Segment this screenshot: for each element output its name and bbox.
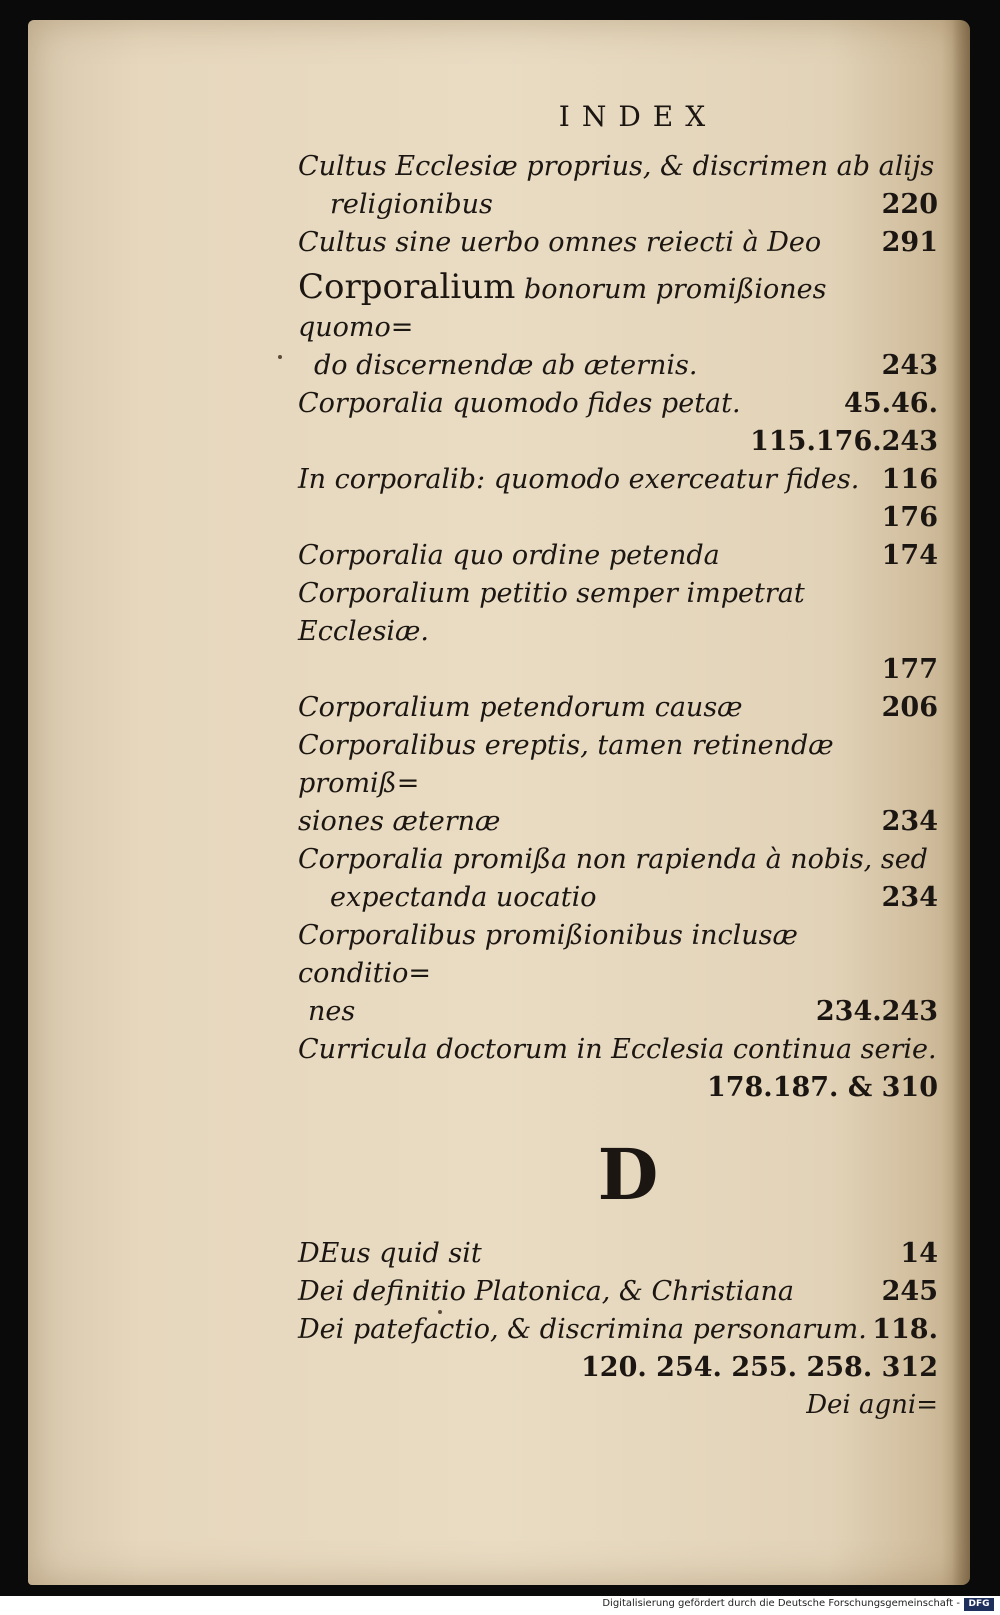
- entry-pages: 234: [881, 806, 938, 837]
- entry-pages-cont: 177: [881, 654, 938, 685]
- entry-pages-cont: 178.187. & 310: [706, 1072, 938, 1103]
- section-letter: D: [597, 1133, 659, 1216]
- footer-credit: Digitalisierung gefördert durch die Deutsche Forschungsgemeinschaft -: [602, 1598, 960, 1609]
- entry-text-cont: expectanda uocatio: [330, 882, 597, 913]
- entry-text: Cultus sine uerbo omnes reiecti à Deo: [298, 227, 822, 258]
- catchword: Dei agni=: [806, 1390, 938, 1420]
- entry-text: Curricula doctorum in Ecclesia continua serie.: [298, 1034, 937, 1065]
- entry-pages: 220: [881, 189, 938, 220]
- entry-text: Corporalia promißa non rapienda à nobis, sed: [298, 844, 928, 875]
- index-entry: [298, 268, 938, 385]
- entry-text: Cultus Ecclesiæ proprius, & discrimen ab alijs: [298, 151, 935, 182]
- entry-pages: 243: [881, 350, 938, 381]
- entry-text: DEus quid sit: [298, 1238, 482, 1269]
- page-edge-shadow: [952, 20, 970, 1585]
- entry-pages: 116: [881, 464, 938, 495]
- index-entry: [298, 1273, 938, 1311]
- index-entry: [298, 917, 938, 1031]
- index-entry: [298, 841, 938, 917]
- index-entry: [298, 575, 938, 689]
- dfg-logo: DFG: [964, 1598, 994, 1611]
- entry-text: bonorum promißiones quomo=: [298, 274, 827, 343]
- entry-pages: 118.: [872, 1314, 938, 1345]
- entry-text: Corporalium petendorum causæ: [298, 692, 743, 723]
- entry-pages: 234: [881, 882, 938, 913]
- index-entry: [298, 1311, 938, 1387]
- book-page: [28, 20, 970, 1585]
- entry-text-cont: siones æternæ: [298, 806, 501, 837]
- entry-pages: 174: [881, 540, 938, 571]
- entry-lead-word: Corporalium: [298, 267, 516, 307]
- page-header: INDEX: [558, 100, 718, 133]
- index-entry: [298, 461, 938, 537]
- index-entry: [298, 1235, 938, 1273]
- entry-text: Dei definitio Platonica, & Christiana: [298, 1276, 795, 1307]
- entry-text: Corporalibus promißionibus inclusæ conditio=: [298, 920, 798, 989]
- entry-text-cont: nes: [308, 996, 356, 1027]
- entry-text: Corporalibus ereptis, tamen retinendæ promiß=: [298, 730, 834, 799]
- index-entry: [298, 689, 938, 727]
- index-content: [298, 100, 938, 1423]
- index-entry: [298, 537, 938, 575]
- entry-text: Corporalia quomodo fides petat.: [298, 388, 741, 419]
- entry-text: In corporalib: quomodo exerceatur fides.: [298, 464, 860, 495]
- entry-pages: 245: [881, 1276, 938, 1307]
- index-entry: [298, 727, 938, 841]
- entry-text: Corporalium petitio semper impetrat Ecclesiæ.: [298, 578, 805, 647]
- entry-text-cont: do discernendæ ab æternis.: [314, 350, 698, 381]
- index-entry: [298, 385, 938, 461]
- entry-text-cont: religionibus: [330, 189, 493, 220]
- entry-text: Dei patefactio, & discrimina personarum.: [298, 1314, 867, 1345]
- entry-pages: 45.46.: [844, 388, 938, 419]
- index-entry: [298, 1031, 938, 1107]
- entry-pages-cont: 115.176.243: [750, 426, 938, 457]
- entry-pages: 291: [881, 227, 938, 258]
- entry-pages-cont: 176: [881, 502, 938, 533]
- entry-text: Corporalia quo ordine petenda: [298, 540, 720, 571]
- entry-pages: 206: [881, 692, 938, 723]
- entry-pages: 234.243: [815, 996, 938, 1027]
- index-entry: [298, 224, 938, 262]
- ink-speck: [278, 355, 282, 359]
- entry-pages: 14: [900, 1238, 938, 1269]
- entry-pages-cont: 120. 254. 255. 258. 312: [581, 1352, 938, 1383]
- index-entry: [298, 148, 938, 224]
